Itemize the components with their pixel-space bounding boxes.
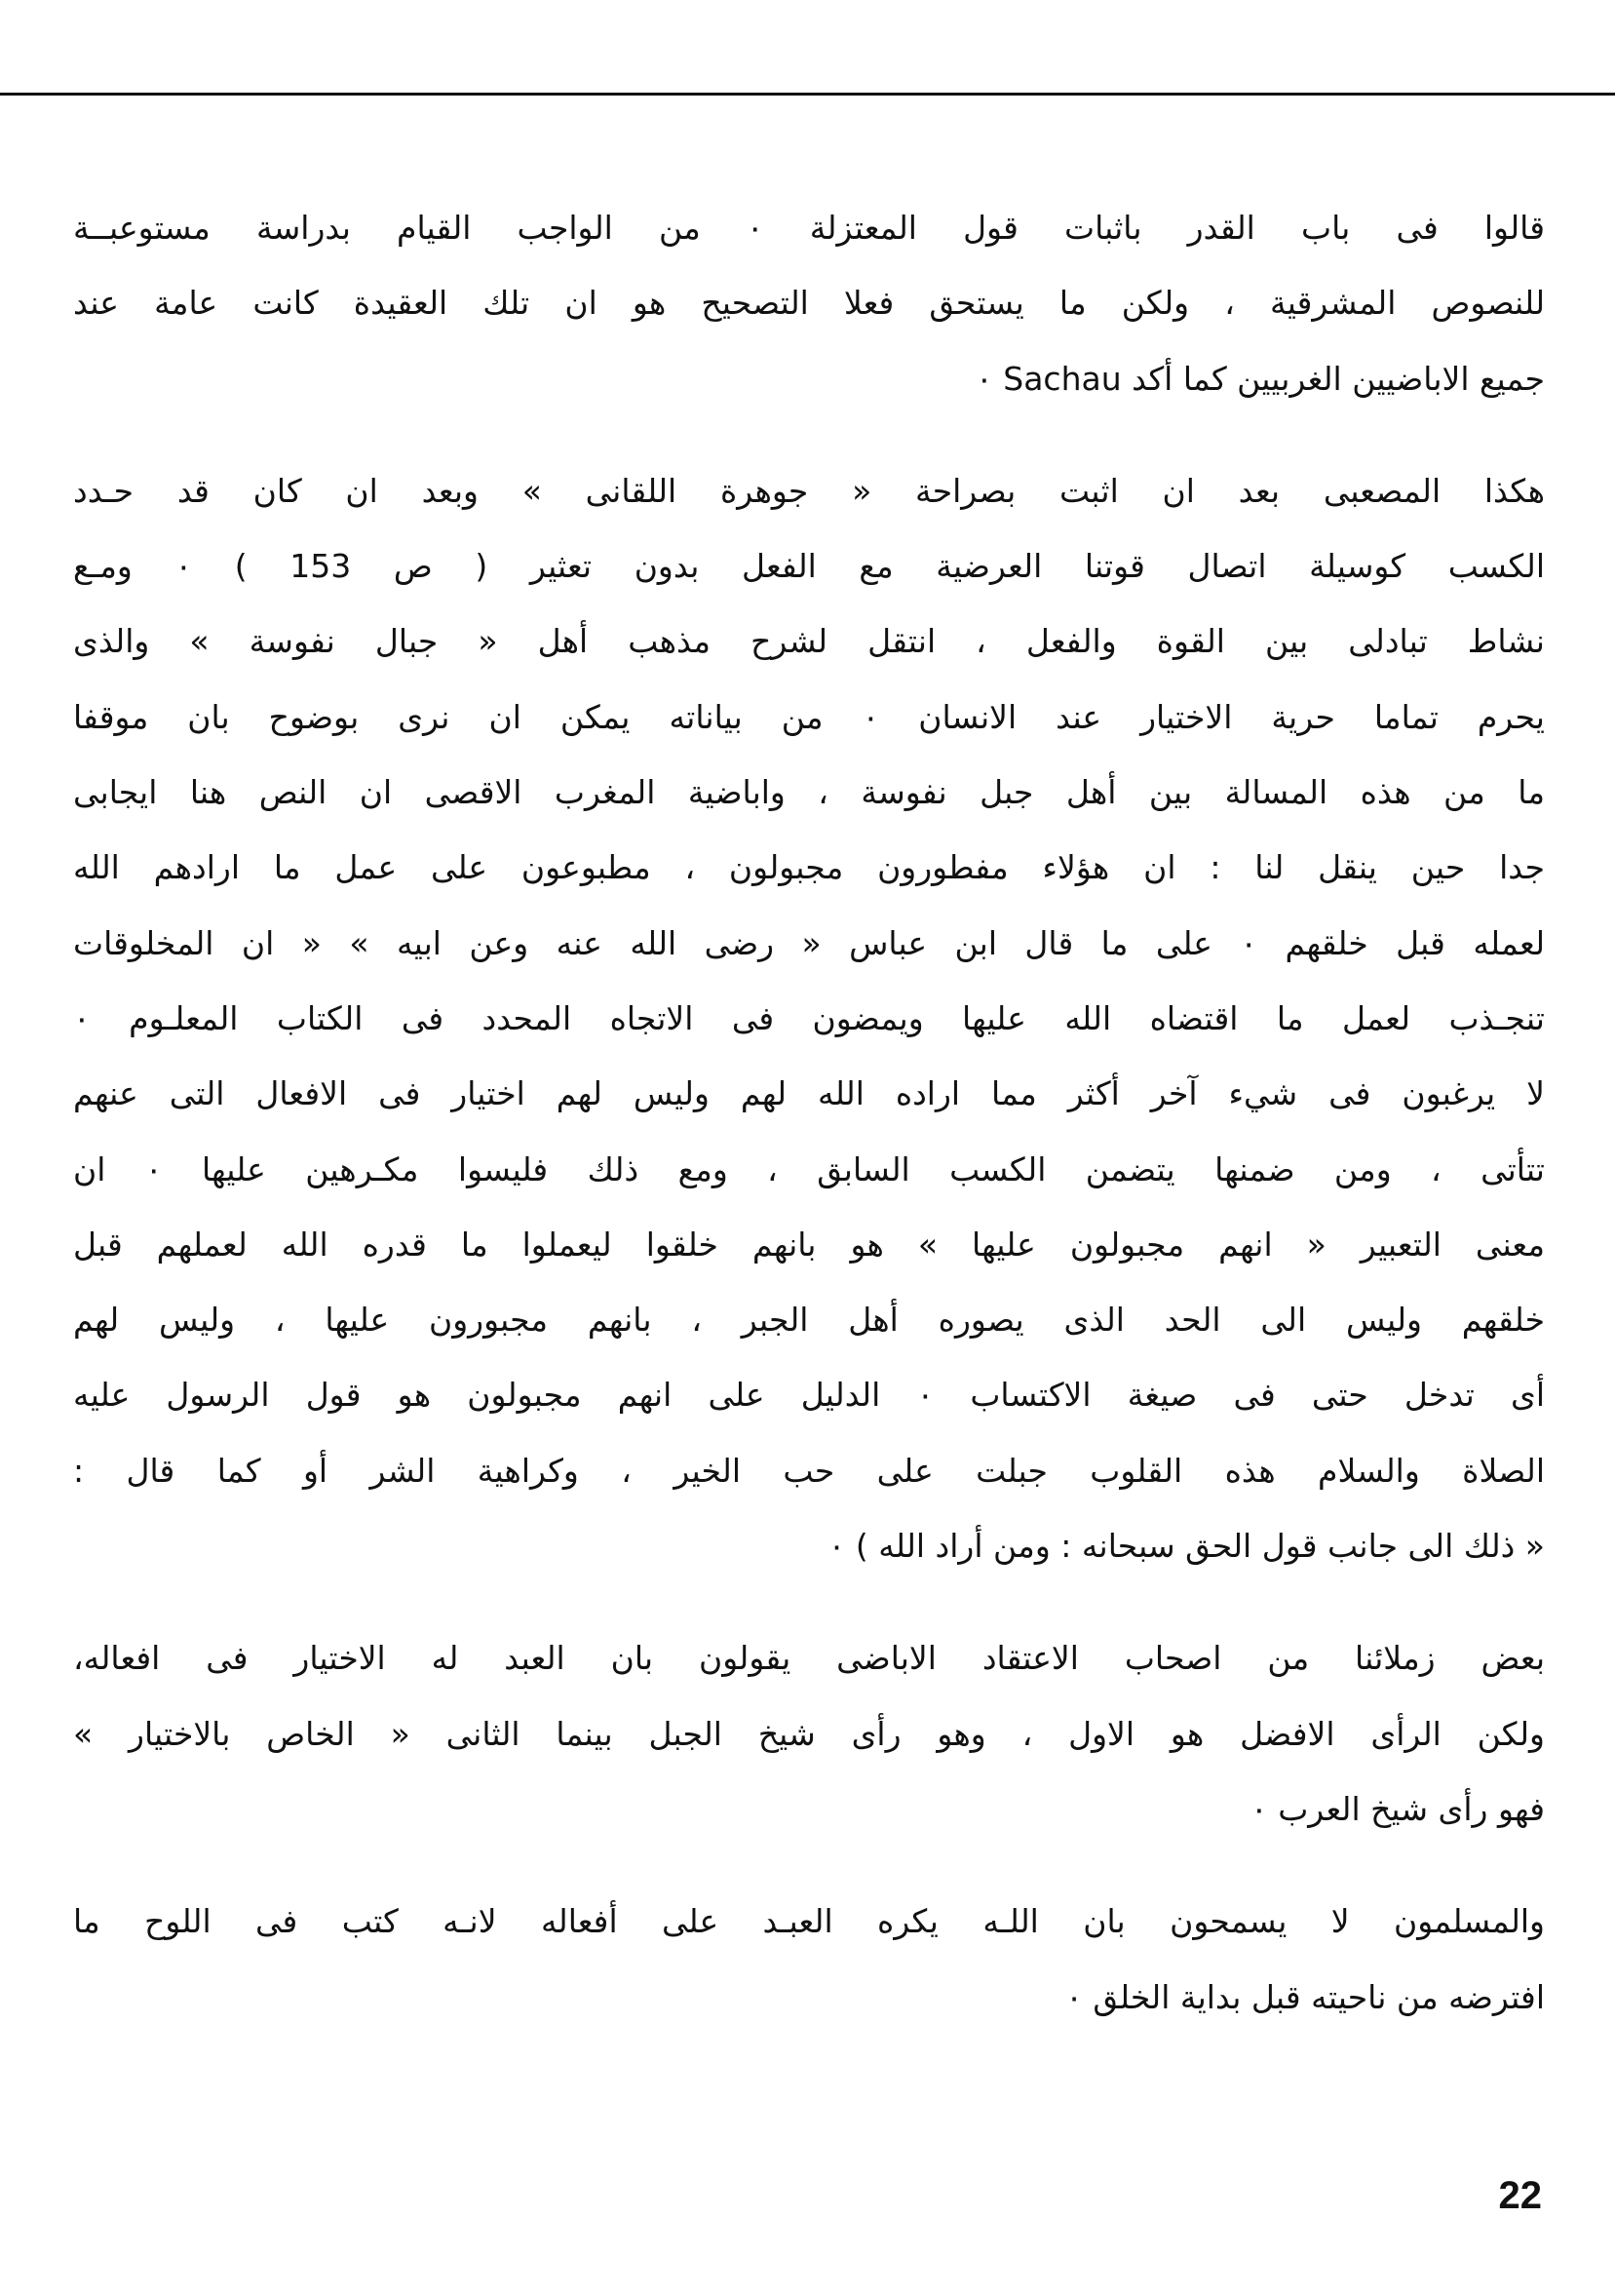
text-line: لا يرغبون فى شيء آخر أكثر مما اراده الله لهم وليس لهم اختيار فى الافعال التى عنهم — [73, 1074, 1545, 1113]
text-line: الكسب كوسيلة اتصال قوتنا العرضية مع الفعل بدون تعثير ( ص 153 ) ٠ ومـع — [73, 547, 1545, 586]
paragraph-1 — [73, 190, 1545, 416]
text-line: تتأتى ، ومن ضمنها يتضمن الكسب السابق ، ومع ذلك فليسوا مكـرهين عليها ٠ ان — [73, 1149, 1545, 1188]
text-line: افترضه من ناحيته قبل بداية الخلق ٠ — [1065, 1977, 1545, 2016]
text-line: للنصوص المشرقية ، ولكن ما يستحق فعلا التصحيح هو ان تلك العقيدة كانت عامة عند — [73, 284, 1545, 323]
text-line: يحرم تماما حرية الاختيار عند الانسان ٠ من بياناته يمكن ان نرى بوضوح بان موقفا — [73, 697, 1545, 736]
text-line: ما من هذه المسالة بين أهل جبل نفوسة ، واباضية المغرب الاقصى ان النص هنا ايجابى — [73, 773, 1545, 812]
text-line: والمسلمون لا يسمحون بان اللـه يكره العبـد على أفعاله لانـه كتب فى اللوح ما — [73, 1902, 1545, 1941]
paragraph-4 — [73, 1884, 1545, 2035]
text-line: نشاط تبادلى بين القوة والفعل ، انتقل لشرح مذهب أهل « جبال نفوسة » والذى — [73, 622, 1545, 661]
text-line: لعمله قبل خلقهم ٠ على ما قال ابن عباس « رضى الله عنه وعن ابيه » « ان المخلوقات — [73, 923, 1545, 962]
text-line: تنجـذب لعمل ما اقتضاه الله عليها ويمضون فى الاتجاه المحدد فى الكتاب المعلـوم ٠ — [73, 998, 1545, 1037]
header-rule — [0, 93, 1615, 96]
text-line: ولكن الرأى الافضل هو الاول ، وهو رأى شيخ الجبل بينما الثانى « الخاص بالاختيار » — [73, 1714, 1545, 1753]
text-line: الصلاة والسلام هذه القلوب جبلت على حب الخير ، وكراهية الشر أو كما قال : — [73, 1451, 1545, 1490]
text-line: خلقهم وليس الى الحد الذى يصوره أهل الجبر ، بانهم مجبورون عليها ، وليس لهم — [73, 1301, 1545, 1340]
text-line: معنى التعبير « انهم مجبولون عليها » هو بانهم خلقوا ليعملوا ما قدره الله لعملهم قبل — [73, 1225, 1545, 1264]
text-line: فهو رأى شيخ العرب ٠ — [1250, 1789, 1545, 1828]
paragraph-3 — [73, 1620, 1545, 1847]
text-line: جميع الاباضيين الغربيين كما أكد Sachau ٠ — [976, 359, 1545, 398]
text-line: قالوا فى باب القدر باثبات قول المعتزلة ٠ من الواجب القيام بدراسة مستوعبــة — [73, 209, 1545, 247]
text-line: « ذلك الى جانب قول الحق سبحانه : ومن أراد الله ) ٠ — [827, 1527, 1545, 1566]
text-line: هكذا المصعبى بعد ان اثبت بصراحة « جوهرة اللقانى » وبعد ان كان قد حـدد — [73, 471, 1545, 510]
text-line: جدا حين ينقل لنا : ان هؤلاء مفطورون مجبولون ، مطبوعون على عمل ما ارادهم الله — [73, 848, 1545, 887]
page-number: 22 — [1498, 2174, 1542, 2217]
text-line: أى تدخل حتى فى صيغة الاكتساب ٠ الدليل على انهم مجبولون هو قول الرسول عليه — [73, 1376, 1545, 1415]
document-body — [73, 190, 1545, 2072]
text-line: بعض زملائنا من اصحاب الاعتقاد الاباضى يقولون بان العبد له الاختيار فى افعاله، — [73, 1639, 1545, 1678]
paragraph-2 — [73, 453, 1545, 1583]
